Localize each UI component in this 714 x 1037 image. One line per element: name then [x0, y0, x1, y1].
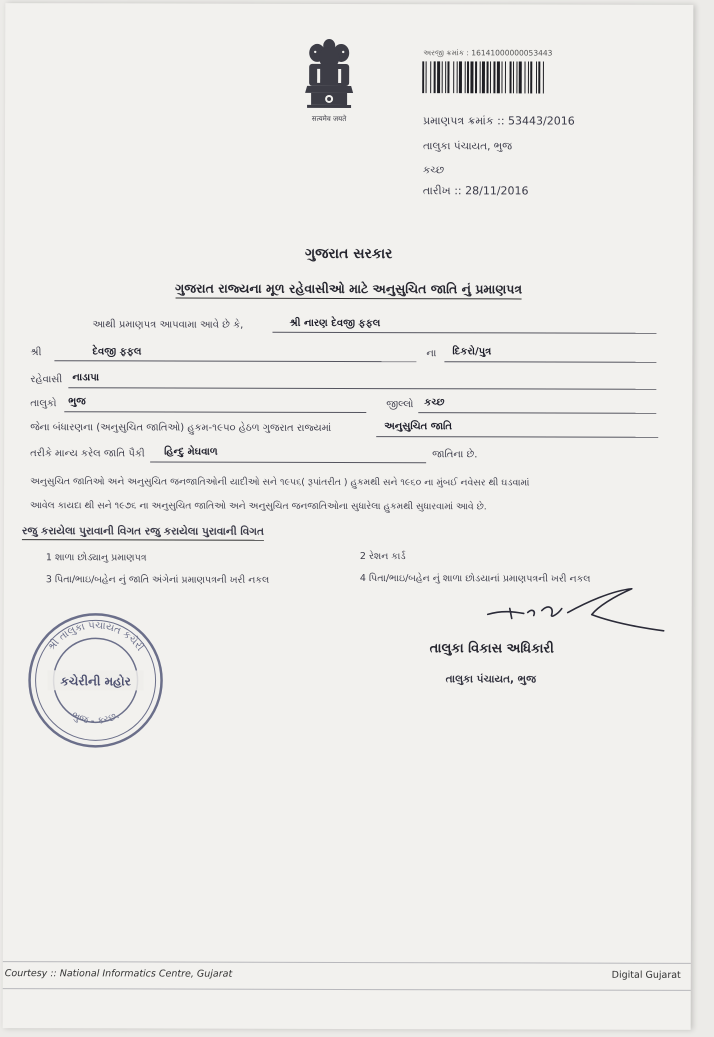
district-underline — [418, 412, 656, 414]
certificate-sheet — [3, 3, 694, 1030]
footer-bar — [3, 961, 691, 991]
emblem-motto: सत्यमेव जयते — [311, 114, 347, 123]
district-value: કચ્છ — [424, 397, 445, 409]
legal-text-line-2: આવેલ કાયદા થી સને ૧૯૭૬ ના અનુસુચિત જાતિઓ અને અનુસુચિત જનજાતિઓના સુધારેલા હુકમથી સુધારવામાં આવે છે. — [30, 500, 487, 513]
seal-center-text: કચેરીની મહોર — [60, 674, 131, 689]
relation-label: ના — [426, 348, 437, 360]
barcode-icon — [422, 61, 598, 93]
constitution-label: જેના બંધારણના (અનુસુચિત જાતિઓ) હુકમ-૧૯૫૦ હેઠળ ગુજરાત રાજ્યમાં — [30, 422, 332, 434]
government-heading: ગુજરાત સરકાર — [304, 245, 393, 263]
district-label: જીલ્લો — [386, 399, 414, 411]
taluka-underline — [64, 411, 366, 413]
footer-brand: Digital Gujarat — [611, 969, 681, 981]
residence-underline — [68, 387, 656, 390]
name-underline — [272, 332, 656, 334]
seal-bottom-text: ભુજ - કચ્છ. — [69, 710, 122, 727]
category-underline — [376, 436, 658, 438]
signature-icon — [482, 584, 672, 636]
evidence-item-3: 3 પિતા/ભાઇ/બહેન નું જાતિ અંગેનાં પ્રમાણપત્રની ખરી નકલ — [45, 574, 270, 586]
caste-underline — [150, 461, 426, 463]
issue-date: તારીખ :: 28/11/2016 — [422, 184, 529, 198]
footer-courtesy: Courtesy :: National Informatics Centre, Gujarat — [4, 968, 233, 980]
seal-ring-text: શ્રી તાલુકા પંચાયત કચેરી — [46, 620, 146, 654]
legal-text-line-1: અનુસુચિત જાતિઓ અને અનુસુચિત જનજાતિઓની યાદીઓ સને ૧૯૫૬( રૂપાંતરીત ) હુકમથી સને ૧૯૬૦ ના મુંબઈ નવેસર થી ઘડવામાં — [30, 476, 530, 489]
intro-label: આથી પ્રમાણપત્ર આપવામા આવે છે કે, — [92, 319, 244, 331]
father-underline — [54, 360, 416, 362]
residence-value: નાડાપા — [72, 372, 100, 384]
signatory-office: તાલુકા પંચાયત, ભુજ — [445, 673, 537, 686]
certificate-title: ગુજરાત રાજ્યના મૂળ રહેવાસીઓ માટે અનુસુચિત જાતિ નું પ્રમાણપત્ર — [175, 281, 522, 300]
relation-value: દિકરો/પુત્ર — [452, 346, 492, 358]
svg-text:ભુજ - કચ્છ. — [70, 710, 122, 727]
recognised-label: તરીકે માન્ય કરેલ જાતિ પૈકી — [30, 448, 145, 460]
evidence-item-1: 1 શાળા છોડ્યાનુ પ્રમાણપત્ર — [45, 552, 147, 564]
father-prefix: શ્રી — [30, 347, 42, 359]
issuing-district: કચ્છ — [422, 164, 445, 177]
evidence-item-4: 4 પિતા/ભાઇ/બહેન નું શાળા છોડયાનાં પ્રમાણપત્રની ખરી નકલ — [359, 573, 591, 585]
caste-suffix: જાતિના છે. — [432, 449, 478, 461]
caste-value: હિન્દુ મેઘવાળ — [164, 446, 218, 458]
evidence-item-2: 2 રેશન કાર્ડ — [359, 551, 406, 563]
taluka-label: તાલુકો — [30, 398, 57, 410]
national-emblem-icon — [295, 36, 363, 126]
certificate-number: પ્રમાણપત્ર ક્રમાંક :: 53443/2016 — [423, 114, 575, 128]
father-name: દેવજી ફફલ — [92, 346, 142, 358]
taluka-value: ભુજ — [68, 396, 86, 408]
signatory-designation: તાલુકા વિકાસ અધિકારી — [429, 641, 554, 657]
relation-underline — [444, 361, 656, 363]
issuing-office: તાલુકા પંચાયત, ભુજ — [422, 140, 513, 153]
applicant-name: શ્રી નારણ દેવજી ફફલ — [289, 317, 381, 330]
office-seal-icon — [25, 610, 165, 750]
application-number: અરજી ક્રમાંક : 16141000000053443 — [423, 48, 553, 58]
evidence-heading: રજુ કરાયેલા પુરાવાની વિગત રજુ કરાયેલા પુરાવાની વિગત — [22, 525, 264, 541]
category-value: અનુસુચિત જાતિ — [384, 421, 452, 433]
residence-label: રહેવાસી — [30, 374, 63, 386]
